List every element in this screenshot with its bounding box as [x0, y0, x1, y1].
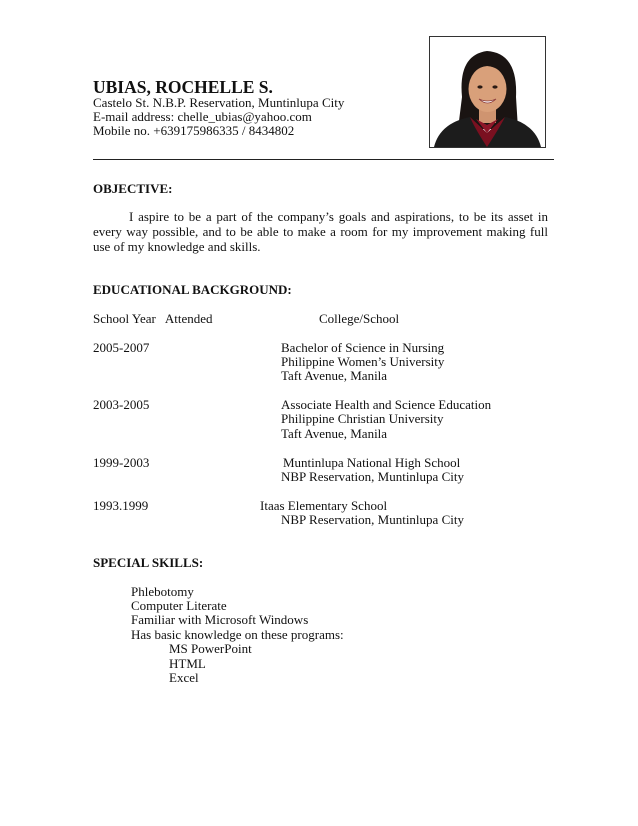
education-line: NBP Reservation, Muntinlupa City — [281, 512, 464, 527]
education-year: 2003-2005 — [93, 397, 150, 412]
column-header-school: College/School — [319, 311, 400, 326]
education-line: Taft Avenue, Manila — [281, 426, 388, 441]
objective-paragraph: I aspire to be a part of the company’s goals and aspirations, to be its asset in every way possible, and to be able to make a room for my improvement making full use of my knowledge and skills. — [93, 209, 548, 254]
education-line: Itaas Elementary School — [260, 498, 388, 513]
skill-item: Familiar with Microsoft Windows — [131, 612, 309, 627]
skill-item: Phlebotomy — [131, 584, 194, 599]
education-year: 1993.1999 — [93, 498, 149, 513]
objective-heading: OBJECTIVE: — [93, 181, 173, 196]
education-year: 2005-2007 — [93, 340, 150, 355]
education-line: NBP Reservation, Muntinlupa City — [281, 469, 464, 484]
email-line: E-mail address: chelle_ubias@yahoo.com — [93, 109, 312, 124]
portrait-photo — [429, 36, 546, 148]
skill-item: Computer Literate — [131, 598, 227, 613]
education-line: Philippine Women’s University — [281, 354, 445, 369]
program-item: MS PowerPoint — [169, 641, 252, 656]
education-line: Bachelor of Science in Nursing — [281, 340, 445, 355]
education-line: Philippine Christian University — [281, 411, 444, 426]
applicant-name: UBIAS, ROCHELLE S. — [93, 77, 273, 97]
objective-text — [93, 209, 548, 254]
education-line: Associate Health and Science Education — [281, 397, 492, 412]
education-heading: EDUCATIONAL BACKGROUND: — [93, 282, 292, 297]
portrait-icon — [430, 37, 545, 147]
mobile-line: Mobile no. +639175986335 / 8434802 — [93, 123, 295, 138]
address-line: Castelo St. N.B.P. Reservation, Muntinlupa City — [93, 95, 345, 110]
skill-item: Has basic knowledge on these programs: — [131, 627, 344, 642]
program-item: HTML — [169, 656, 206, 671]
education-year: 1999-2003 — [93, 455, 150, 470]
program-item: Excel — [169, 670, 199, 685]
skills-heading: SPECIAL SKILLS: — [93, 555, 204, 570]
education-line: Taft Avenue, Manila — [281, 368, 388, 383]
header-divider — [93, 159, 554, 160]
column-header-year: School Year Attended — [93, 311, 213, 326]
education-line: Muntinlupa National High School — [283, 455, 461, 470]
